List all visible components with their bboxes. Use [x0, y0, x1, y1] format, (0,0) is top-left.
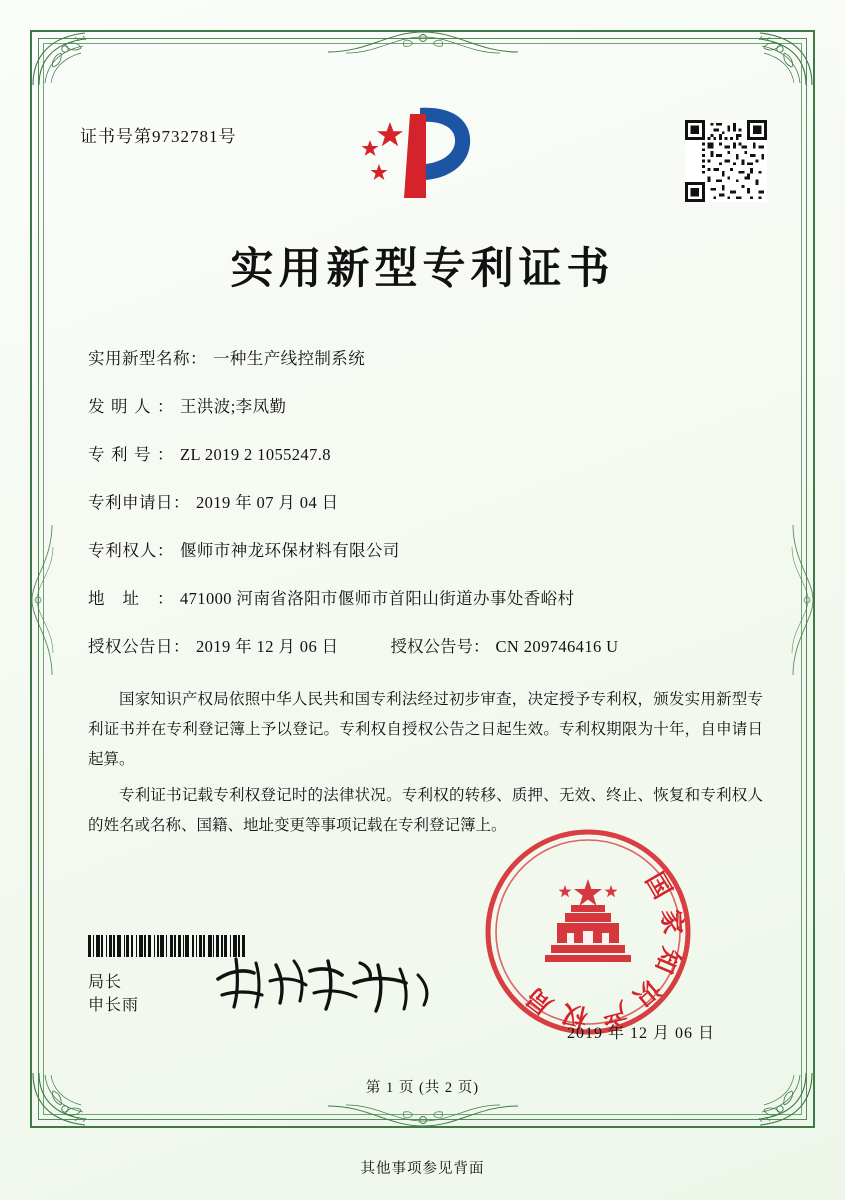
certificate-content: [60, 60, 785, 1105]
field-value: ZL 2019 2 1055247.8: [180, 445, 331, 464]
handwritten-signature-icon: [210, 949, 440, 1019]
field-label: 专利申请日：: [88, 493, 190, 512]
edge-ornament-right: [789, 525, 819, 675]
legal-paragraph-2: 专利证书记载专利权登记时的法律状况。专利权的转移、质押、无效、终止、恢复和专利权人的姓名或名称、国籍、地址变更等事项记载在专利登记簿上。: [88, 787, 763, 834]
director-role-label: 局长: [88, 974, 123, 991]
field-patentee: [88, 537, 767, 561]
field-label: 专利号：: [88, 445, 174, 464]
grant-date-label: 授权公告日：: [88, 637, 190, 656]
field-value: 471000 河南省洛阳市偃师市首阳山街道办事处香峪村: [180, 589, 575, 608]
field-utility-model-name: [88, 345, 767, 369]
legal-text: [88, 685, 763, 847]
page-title: 实用新型专利证书: [230, 244, 615, 294]
field-value: 一种生产线控制系统: [213, 349, 366, 368]
field-address: [88, 585, 767, 609]
director-name-label: 申长雨: [88, 997, 140, 1014]
edge-ornament-left: [26, 525, 56, 675]
field-application-date: [88, 489, 767, 513]
field-value: 2019 年 07 月 04 日: [196, 493, 339, 512]
legal-paragraph-1: 国家知识产权局依照中华人民共和国专利法经过初步审查，决定授予专利权，颁发实用新型专利证书并在专利登记簿上予以登记。专利权自授权公告之日起生效。专利权期限为十年，自申请日起算。: [88, 691, 763, 768]
certificate-number: 证书号第9732781号: [80, 127, 237, 146]
grant-date-value: 2019 年 12 月 06 日: [196, 637, 339, 656]
field-label: 发明人：: [88, 397, 174, 416]
field-patent-number: [88, 441, 767, 465]
edge-ornament-top: [328, 26, 518, 56]
svg-text:国家知识产权局: 国家知识产权局: [512, 867, 688, 1033]
field-value: 王洪波;李凤勤: [180, 397, 287, 416]
grant-number-value: CN 209746416 U: [495, 637, 619, 656]
field-label: 地址：: [88, 589, 174, 608]
field-inventor: [88, 393, 767, 417]
field-grant-announcement: [88, 633, 767, 657]
page-indicator: 第 1 页 (共 2 页): [365, 1080, 480, 1096]
field-label: 专利权人：: [88, 541, 174, 560]
grant-number-label: 授权公告号：: [390, 637, 490, 656]
official-seal: [483, 827, 693, 1037]
signature-block: [88, 971, 139, 1017]
qr-code-icon: [685, 120, 767, 202]
field-value: 偃师市神龙环保材料有限公司: [180, 541, 400, 560]
edge-ornament-bottom: [328, 1102, 518, 1132]
footer-note: 其他事项参见背面: [360, 1161, 485, 1177]
cnipa-logo-icon: [348, 100, 498, 210]
fields-list: [88, 345, 767, 681]
seal-date: 2019 年 12 月 06 日: [566, 1025, 715, 1042]
field-label: 实用新型名称：: [88, 349, 207, 368]
